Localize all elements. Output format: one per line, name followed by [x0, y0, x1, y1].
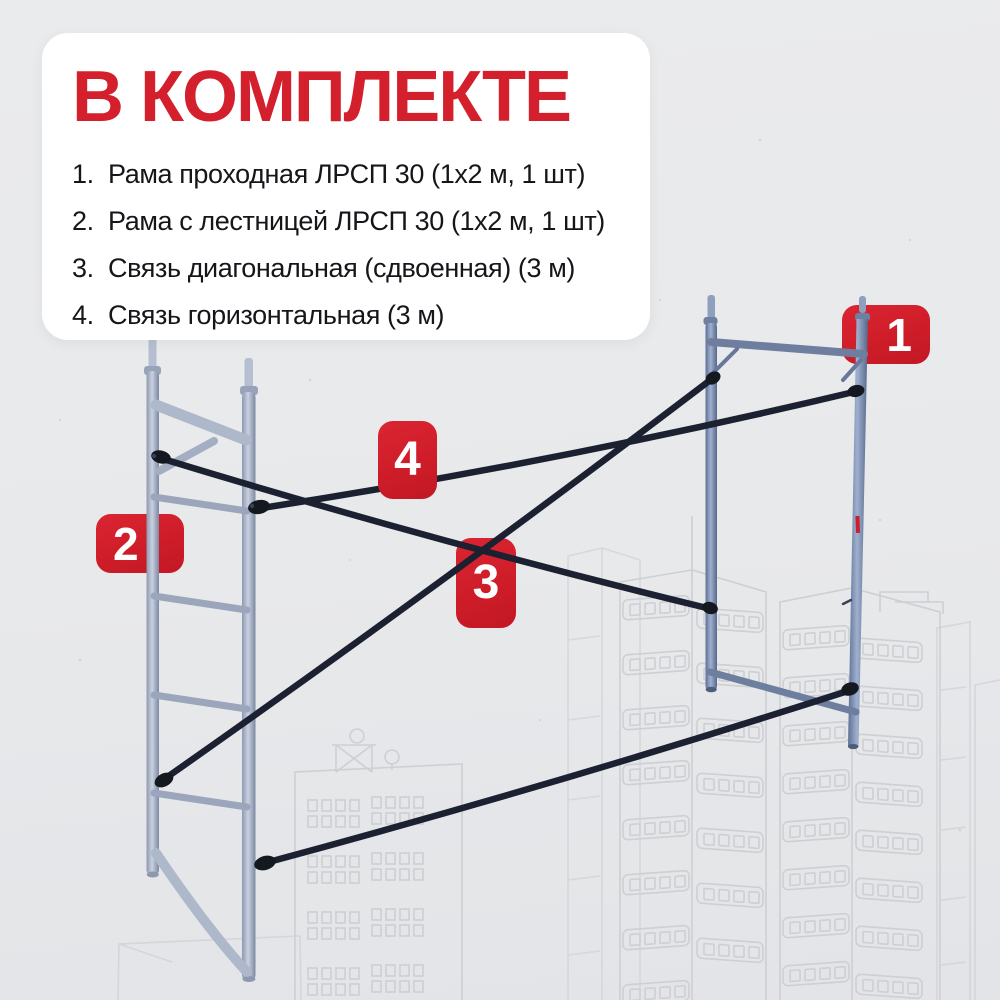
kit-item-3 — [72, 251, 626, 285]
kit-item-3-number: 3. — [72, 253, 94, 283]
badge-4-label: 4 — [394, 433, 421, 486]
kit-item-1-number: 1. — [72, 159, 94, 189]
badge-3-label: 3 — [472, 556, 500, 609]
kit-item-3-text: Связь диагональная (сдвоенная) (3 м) — [108, 253, 575, 283]
ladder-rungs — [154, 497, 247, 807]
kit-item-2-text: Рама с лестницей ЛРСП 30 (1х2 м, 1 шт) — [108, 206, 605, 236]
kit-item-1 — [72, 157, 626, 191]
kit-list — [72, 157, 626, 332]
callout-badge-4 — [378, 421, 437, 499]
horizontal-braces — [262, 391, 858, 863]
kit-item-4-text: Связь горизонтальная (3 м) — [108, 300, 445, 330]
kit-item-4-number: 4. — [72, 300, 94, 330]
kit-item-4 — [72, 298, 626, 332]
page-title: В КОМПЛЕКТЕ — [72, 57, 570, 137]
kit-card — [42, 33, 650, 340]
badge-2-label: 2 — [113, 517, 139, 570]
kit-item-2-number: 2. — [72, 206, 94, 236]
passage-frame — [704, 295, 871, 749]
kit-item-2 — [72, 204, 626, 238]
ladder-frame — [144, 333, 258, 982]
badge-1-label: 1 — [886, 308, 912, 361]
red-paint-mark — [855, 516, 860, 533]
kit-item-1-text: Рама проходная ЛРСП 30 (1х2 м, 1 шт) — [108, 159, 586, 189]
